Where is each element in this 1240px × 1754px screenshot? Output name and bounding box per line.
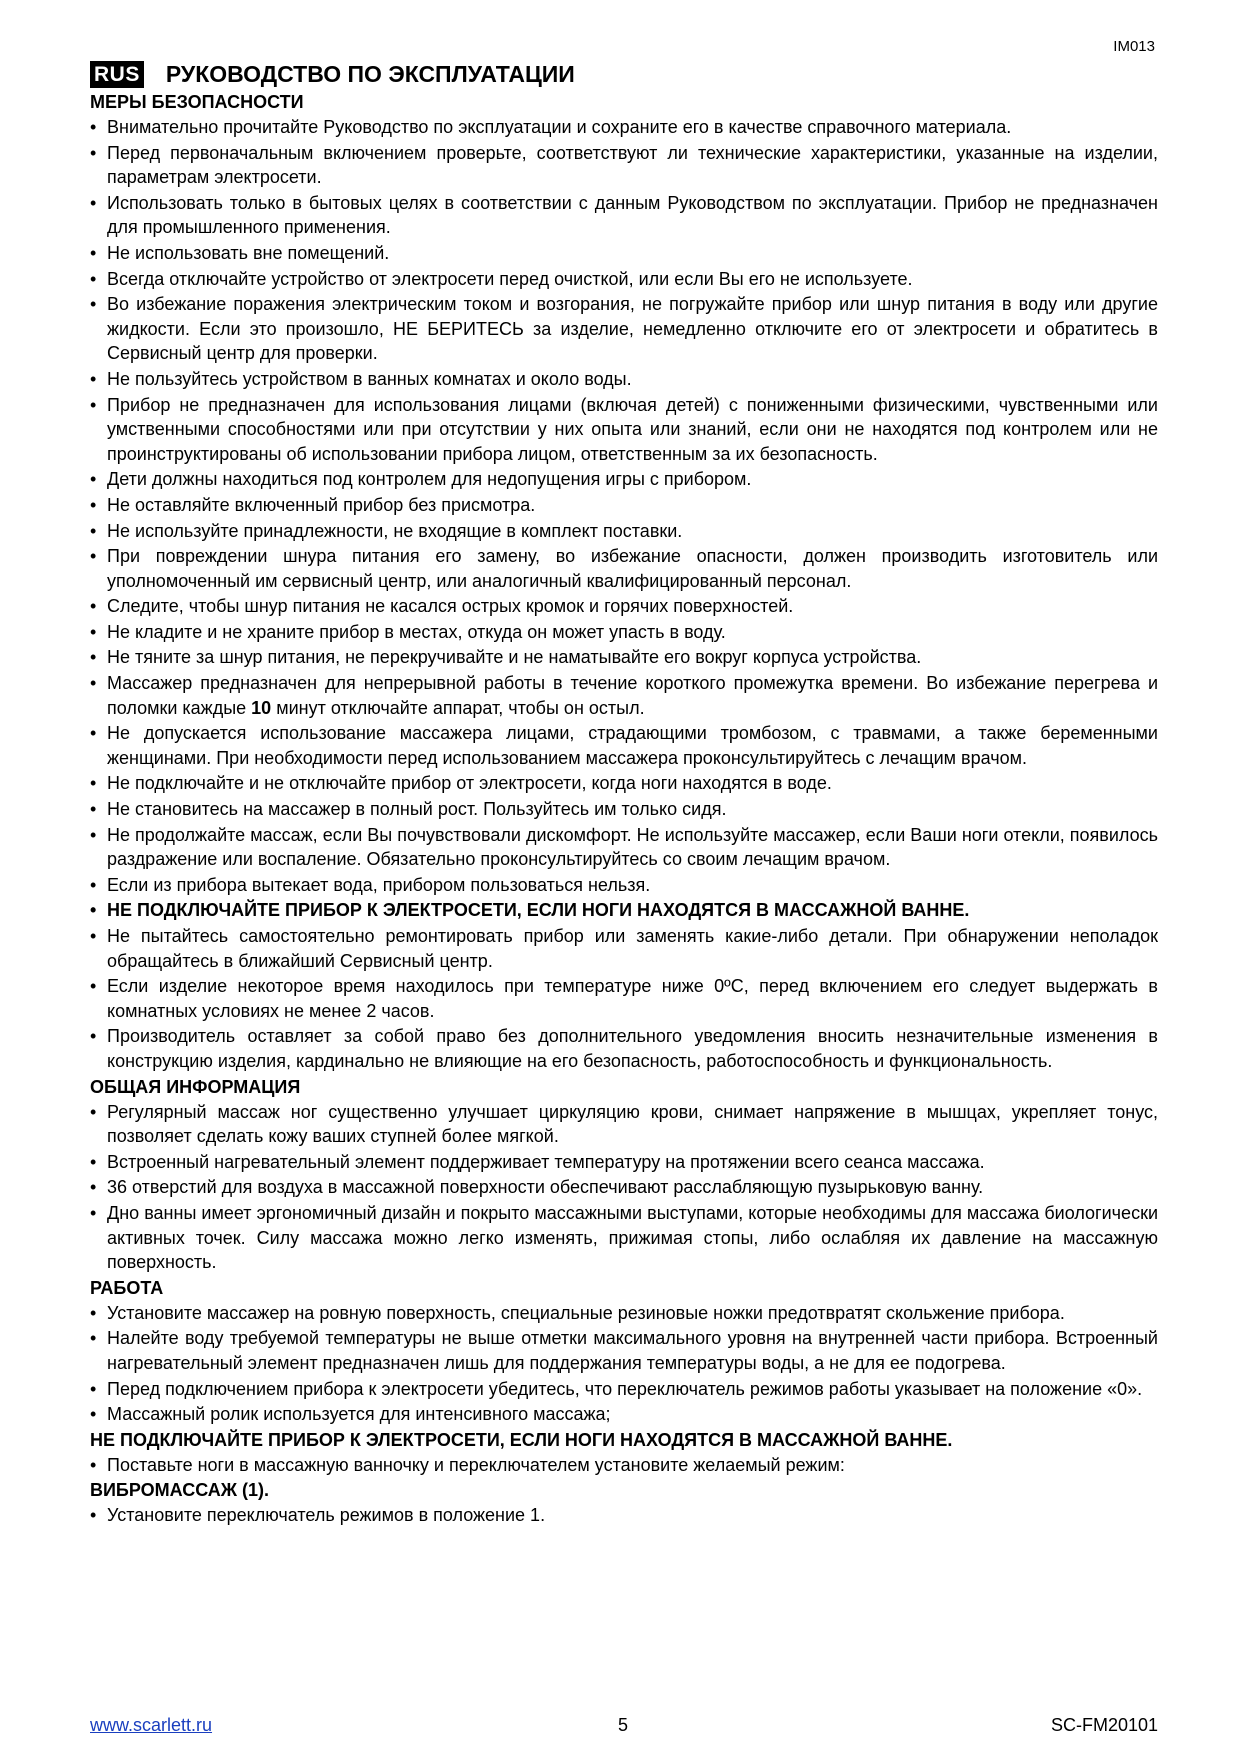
- safety-list: [90, 115, 1158, 1074]
- general-list: [90, 1100, 1158, 1275]
- list-item: • Налейте воду требуемой температуры не выше отметки максимального уровня на внутренней части прибора. Встроенный нагревательный элемент предназначен лишь для поддержания температуры воды, а не для ее подогрева.: [90, 1326, 1158, 1375]
- safety-heading: МЕРЫ БЕЗОПАСНОСТИ: [90, 92, 304, 112]
- list-item: • Перед подключением прибора к электросети убедитесь, что переключатель режимов работы указывает на положение «0».: [90, 1377, 1158, 1402]
- list-item: • Использовать только в бытовых целях в соответствии с данным Руководством по эксплуатации. Прибор не предназначен для промышленного применения.: [90, 191, 1158, 240]
- list-item: • Внимательно прочитайте Руководство по эксплуатации и сохраните его в качестве справочного материала.: [90, 115, 1158, 140]
- manual-page: [90, 58, 1158, 1529]
- list-item: • Не допускается использование массажера лицами, страдающими тромбозом, с травмами, а также беременными женщинами. При необходимости перед использованием массажера проконсультируйтесь с лечащим врачом.: [90, 721, 1158, 770]
- list-item: • Массажный ролик используется для интенсивного массажа;: [90, 1402, 1158, 1427]
- list-item: • Следите, чтобы шнур питания не касался острых кромок и горячих поверхностей.: [90, 594, 1158, 619]
- list-item: • Установите массажер на ровную поверхность, специальные резиновые ножки предотвратят скольжение прибора.: [90, 1301, 1158, 1326]
- title-row: [90, 58, 1158, 90]
- list-item: • Не пытайтесь самостоятельно ремонтировать прибор или заменять какие-либо детали. При обнаружении неполадок обращайтесь в ближайший Сервисный центр.: [90, 924, 1158, 973]
- operation-list-after: [90, 1453, 1158, 1478]
- vibromassage-list: [90, 1503, 1158, 1528]
- website-link[interactable]: www.scarlett.ru: [90, 1715, 213, 1735]
- language-badge: RUS: [90, 61, 144, 88]
- vibromassage-heading: ВИБРОМАССАЖ (1).: [90, 1480, 270, 1501]
- list-item: • Не пользуйтесь устройством в ванных комнатах и около воды.: [90, 367, 1158, 392]
- operation-warning: НЕ ПОДКЛЮЧАЙТЕ ПРИБОР К ЭЛЕКТРОСЕТИ, ЕСЛИ НОГИ НАХОДЯТСЯ В МАССАЖНОЙ ВАННЕ.: [90, 1429, 953, 1450]
- list-item: • Установите переключатель режимов в положение 1.: [90, 1503, 1158, 1528]
- list-item: • Не оставляйте включенный прибор без присмотра.: [90, 493, 1158, 518]
- list-item: • Во избежание поражения электрическим током и возгорания, не погружайте прибор или шнур питания в воду или другие жидкости. Если это произошло, НЕ БЕРИТЕСЬ за изделие, немедленно отключите его от электросети и обратитесь в Сервисный центр для проверки.: [90, 292, 1158, 366]
- list-item: • Если из прибора вытекает вода, прибором пользоваться нельзя.: [90, 873, 1158, 898]
- list-item: • Не подключайте и не отключайте прибор от электросети, когда ноги находятся в воде.: [90, 771, 1158, 796]
- list-item: • Не тяните за шнур питания, не перекручивайте и не наматывайте его вокруг корпуса устройства.: [90, 645, 1158, 670]
- list-item: • Перед первоначальным включением проверьте, соответствуют ли технические характеристики, указанные на изделии, параметрам электросети.: [90, 141, 1158, 190]
- operation-heading: РАБОТА: [90, 1277, 164, 1298]
- list-item: • Если изделие некоторое время находилось при температуре ниже 0ºC, перед включением его следует выдержать в комнатных условиях не менее 2 часов.: [90, 974, 1158, 1023]
- list-item: • Не кладите и не храните прибор в местах, откуда он может упасть в воду.: [90, 620, 1158, 645]
- list-item-warning: • НЕ ПОДКЛЮЧАЙТЕ ПРИБОР К ЭЛЕКТРОСЕТИ, ЕСЛИ НОГИ НАХОДЯТСЯ В МАССАЖНОЙ ВАННЕ.: [90, 898, 1158, 923]
- list-item: • Производитель оставляет за собой право без дополнительного уведомления вносить незначительные изменения в конструкцию изделия, кардинально не влияющие на его безопасность, работоспособность и функциональность.: [90, 1024, 1158, 1073]
- model-number: SC-FM20101: [1050, 1715, 1158, 1735]
- document-code: IM013: [1113, 38, 1155, 55]
- list-item: • Прибор не предназначен для использования лицами (включая детей) с пониженными физическими, чувственными или умственными способностями или при отсутствии у них опыта или знаний, если они не находятся под контролем или не проинструктированы об использовании прибора лицом, ответственным за их безопасность.: [90, 393, 1158, 467]
- massage-minutes-value: 10: [251, 697, 272, 718]
- list-item-massage-duration: [90, 671, 1158, 720]
- list-item: • Не используйте принадлежности, не входящие в комплект поставки.: [90, 519, 1158, 544]
- list-item: • Не использовать вне помещений.: [90, 241, 1158, 266]
- list-item: • Дно ванны имеет эргономичный дизайн и покрыто массажными выступами, которые необходимы для массажа биологически активных точек. Силу массажа можно легко изменять, прижимая стопы, либо ослабляя их давление на массажную поверхность.: [90, 1201, 1158, 1275]
- page-title: РУКОВОДСТВО ПО ЭКСПЛУАТАЦИИ: [165, 60, 575, 87]
- massage-text-before: Массажер предназначен для непрерывной работы в течение короткого промежутка времени. Во избежание перегрева и поломки каждые: [107, 673, 1158, 718]
- page-number: 5: [618, 1715, 629, 1735]
- massage-text-after: минут отключайте аппарат, чтобы он остыл.: [271, 697, 645, 718]
- list-item: • Всегда отключайте устройство от электросети перед очисткой, или если Вы его не используете.: [90, 267, 1158, 292]
- list-item: • Не становитесь на массажер в полный рост. Пользуйтесь им только сидя.: [90, 797, 1158, 822]
- list-item: • Дети должны находиться под контролем для недопущения игры с прибором.: [90, 467, 1158, 492]
- page-footer: [90, 1715, 1158, 1739]
- list-item: • Встроенный нагревательный элемент поддерживает температуру на протяжении всего сеанса массажа.: [90, 1150, 1158, 1175]
- general-heading: ОБЩАЯ ИНФОРМАЦИЯ: [90, 1076, 301, 1097]
- list-item: • Не продолжайте массаж, если Вы почувствовали дискомфорт. Не используйте массажер, если Ваши ноги отекли, появилось раздражение или воспаление. Обязательно проконсультируйтесь со своим лечащим врачом.: [90, 823, 1158, 872]
- list-item: • При повреждении шнура питания его замену, во избежание опасности, должен производить изготовитель или уполномоченный им сервисный центр, или аналогичный квалифицированный персонал.: [90, 544, 1158, 593]
- operation-list: [90, 1301, 1158, 1427]
- list-item: • Регулярный массаж ног существенно улучшает циркуляцию крови, снимает напряжение в мышцах, укрепляет тонус, позволяет сделать кожу ваших ступней более мягкой.: [90, 1100, 1158, 1149]
- list-item: • Поставьте ноги в массажную ванночку и переключателем установите желаемый режим:: [90, 1453, 1158, 1478]
- list-item: • 36 отверстий для воздуха в массажной поверхности обеспечивают расслабляющую пузырьковую ванну.: [90, 1175, 1158, 1200]
